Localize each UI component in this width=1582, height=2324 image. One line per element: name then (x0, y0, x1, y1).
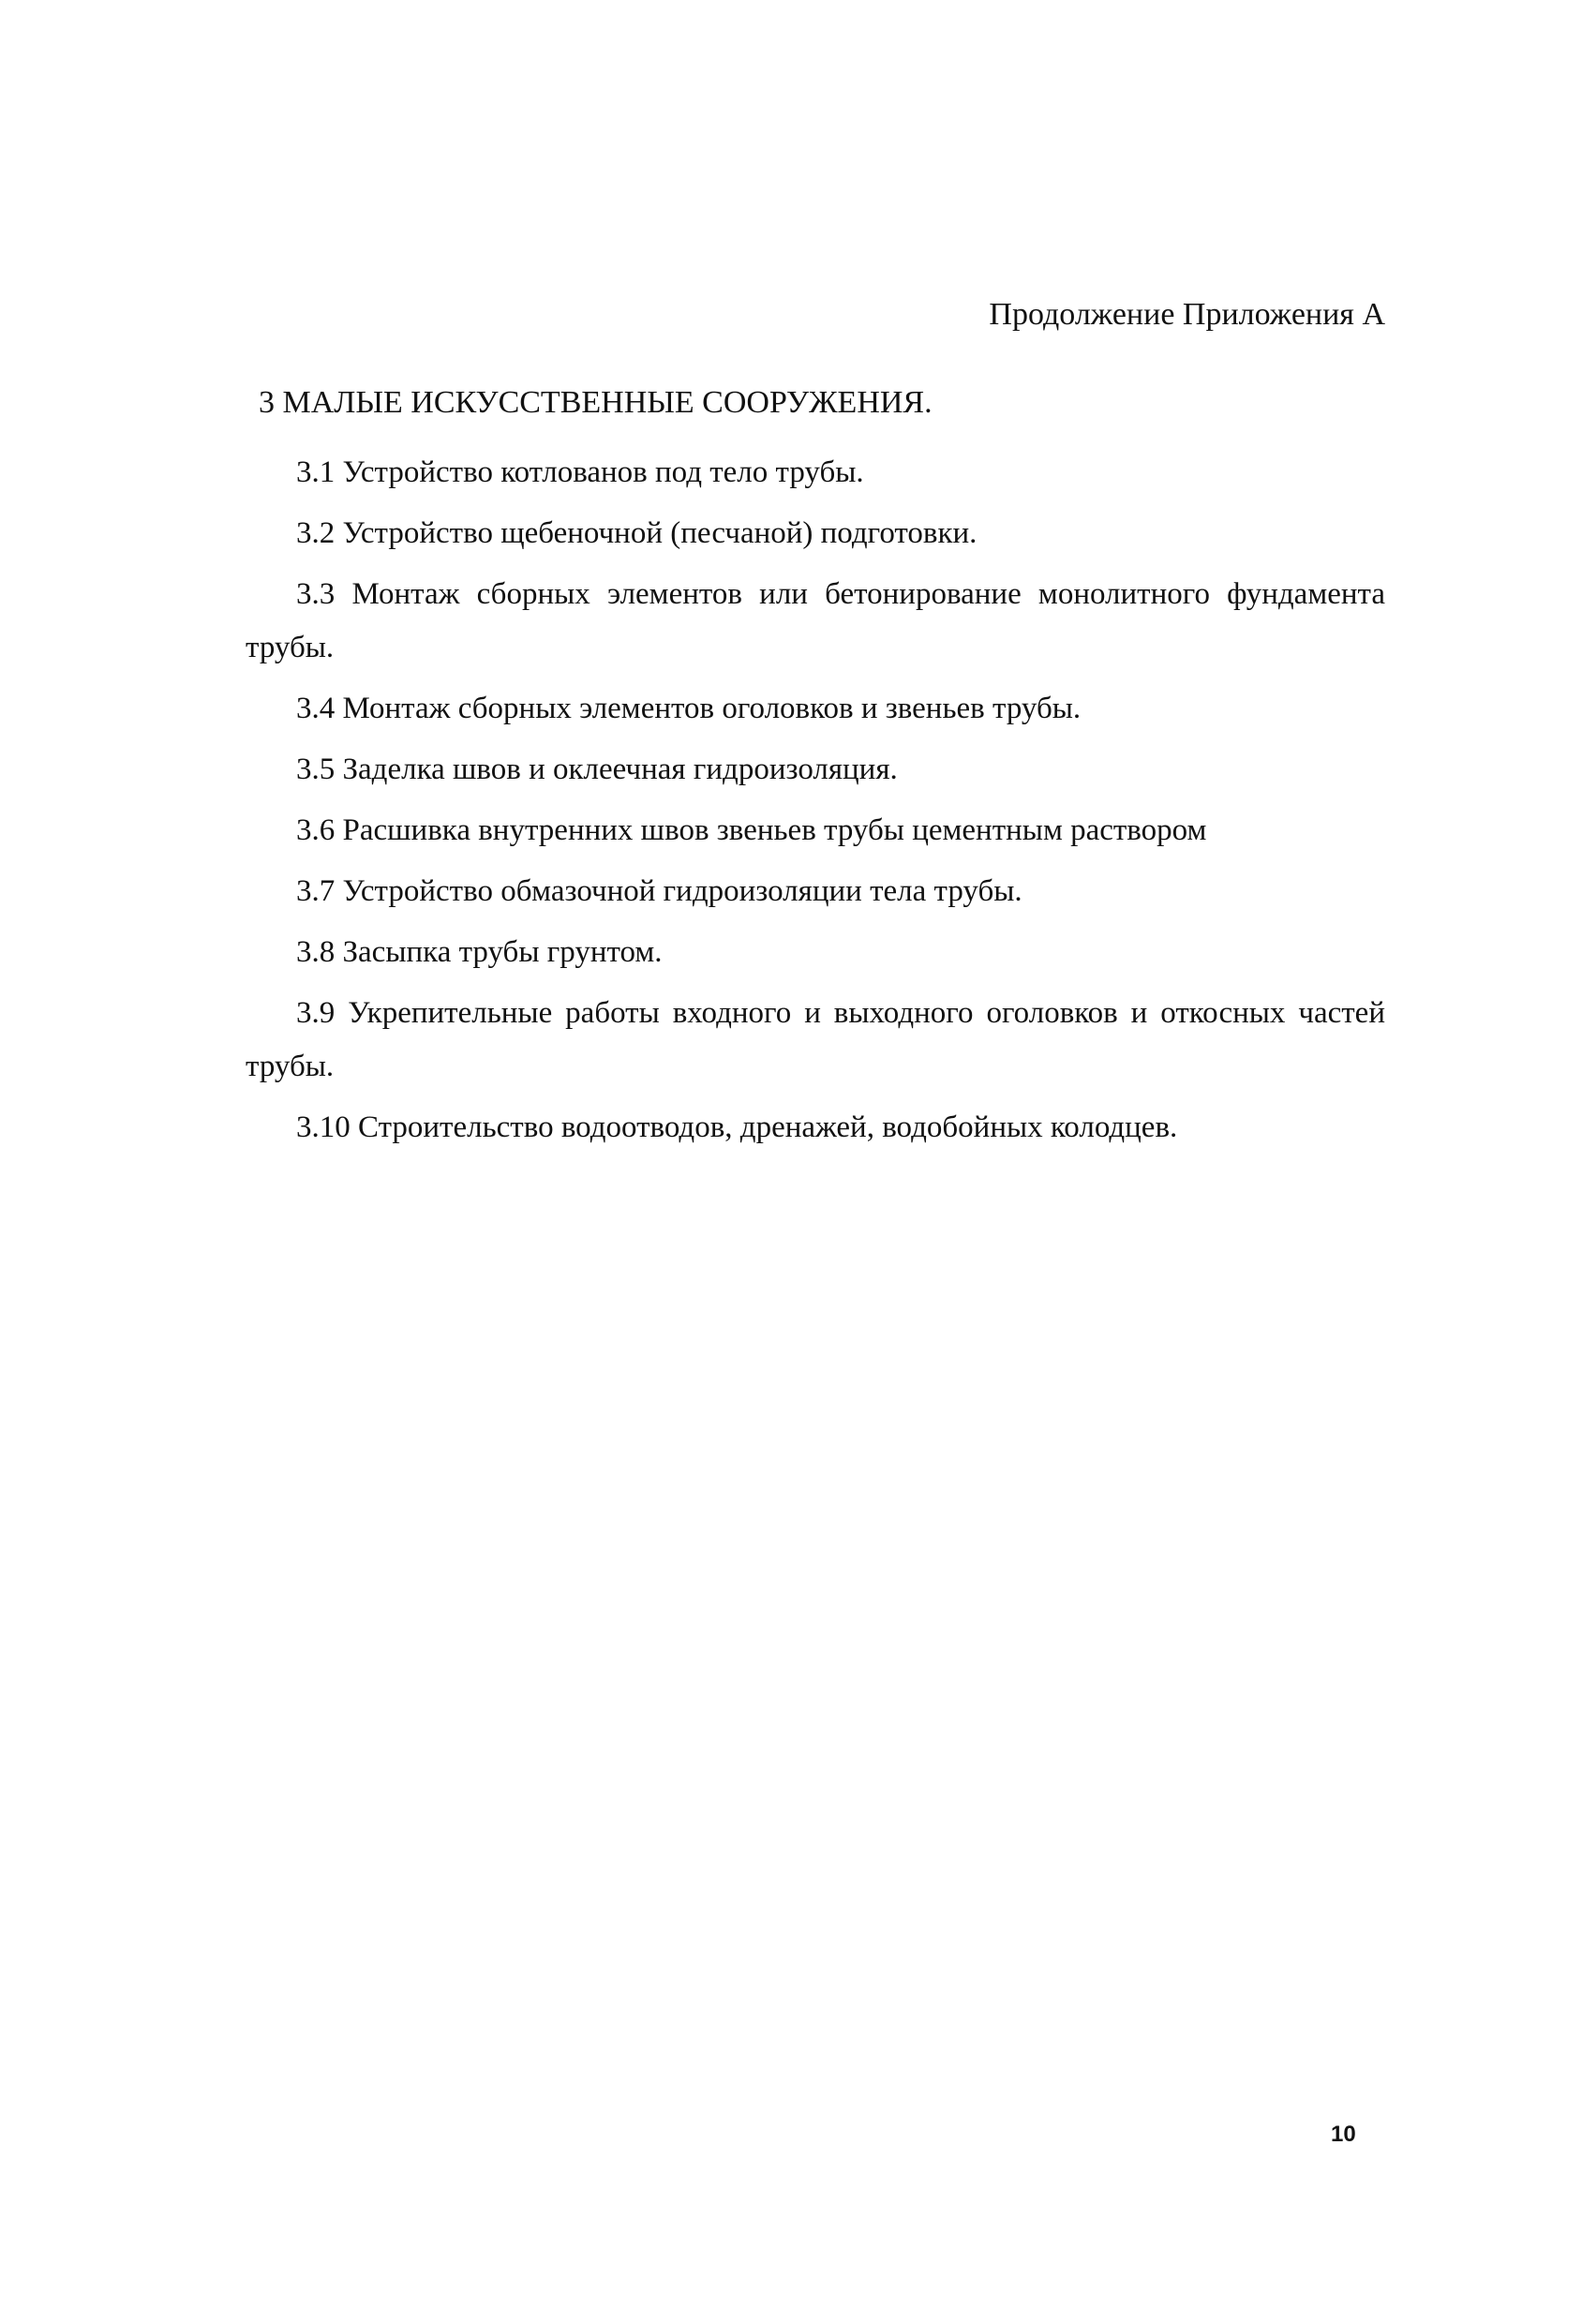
section-title: 3 МАЛЫЕ ИСКУССТВЕННЫЕ СООРУЖЕНИЯ. (259, 385, 933, 420)
list-item-3-5: 3.5 Заделка швов и оклеечная гидроизоляция. (296, 752, 898, 786)
list-item-3-6: 3.6 Расшивка внутренних швов звеньев трубы цементным раствором (296, 813, 1207, 847)
list-item-3-3: 3.3 Монтаж сборных элементов или бетонирование монолитного фундамента трубы. (246, 577, 1385, 664)
appendix-continuation-note: Продолжение Приложения А (989, 297, 1385, 332)
page-number: 10 (1331, 2122, 1356, 2147)
list-item-3-10: 3.10 Строительство водоотводов, дренажей, водобойных колодцев. (296, 1110, 1178, 1144)
list-item-3-9: 3.9 Укрепительные работы входного и выходного оголовков и откосных частей трубы. (246, 996, 1385, 1083)
list-item-3-7: 3.7 Устройство обмазочной гидроизоляции тела трубы. (296, 874, 1022, 908)
document-body (246, 384, 1385, 1162)
list-item-3-2: 3.2 Устройство щебеночной (песчаной) подготовки. (296, 516, 978, 550)
list-item-3-8: 3.8 Засыпка трубы грунтом. (296, 935, 663, 969)
list-item-3-4: 3.4 Монтаж сборных элементов оголовков и звеньев трубы. (296, 692, 1082, 725)
list-item-3-1: 3.1 Устройство котлованов под тело трубы. (296, 455, 864, 489)
